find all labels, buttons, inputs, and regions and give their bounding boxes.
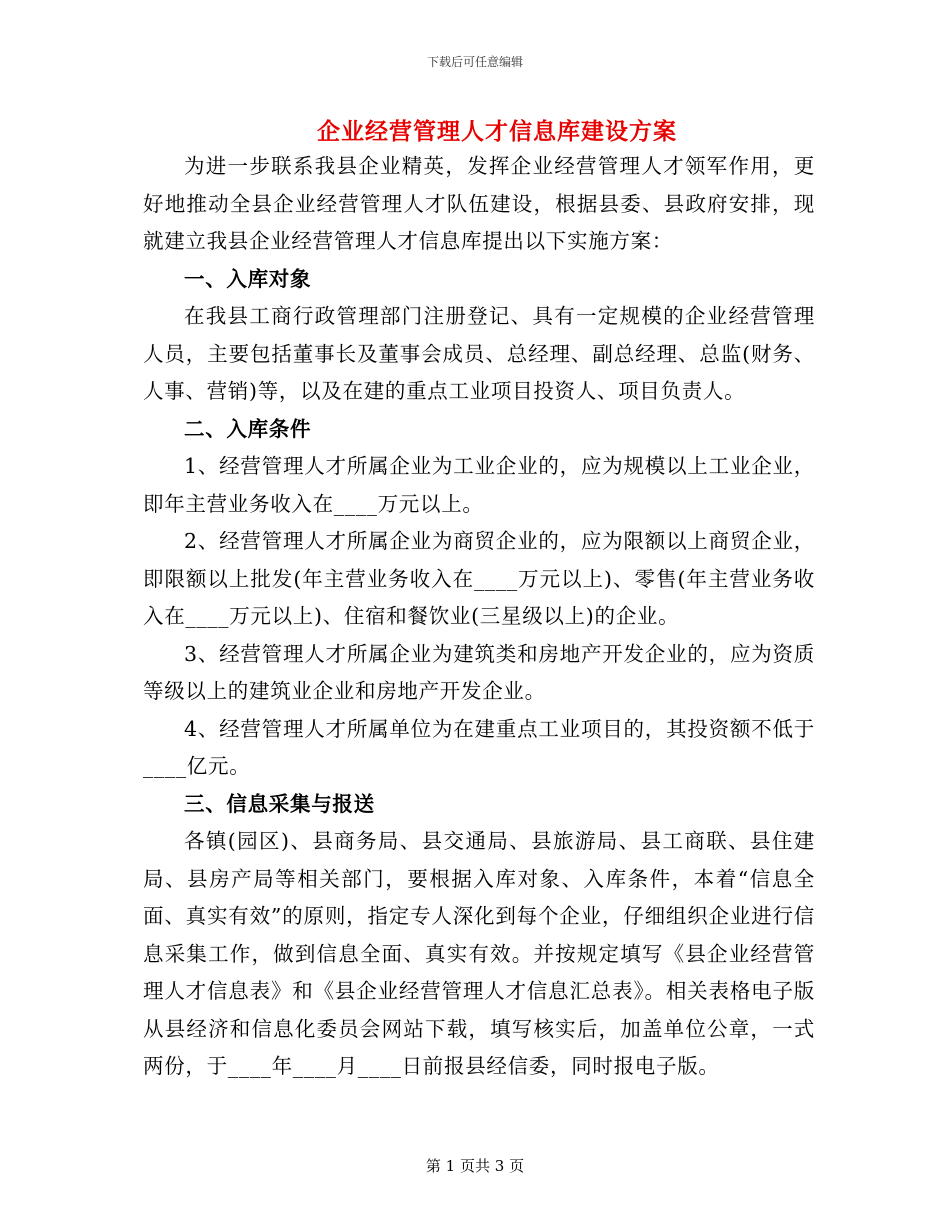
body-paragraph: 1、经营管理人才所属企业为工业企业的，应为规模以上工业企业，即年主营业务收入在____万元以上。 [143, 454, 815, 516]
intro-paragraph: 为进一步联系我县企业精英，发挥企业经营管理人才领军作用，更好地推动全县企业经营管理人才队伍建设，根据县委、县政府安排，现就建立我县企业经营管理人才信息库提出以下实施方案： [143, 154, 815, 253]
document-body [143, 148, 815, 1086]
body-paragraph: 2、经营管理人才所属企业为商贸企业的，应为限额以上商贸企业，即限额以上批发(年主营业务收入在____万元以上)、零售(年主营业务收入在____万元以上)、住宿和餐饮业(三星级以上)的企业。 [143, 529, 815, 628]
header-note: 下载后可任意编辑 [426, 55, 523, 69]
body-paragraph: 4、经营管理人才所属单位为在建重点工业项目的，其投资额不低于____亿元。 [143, 716, 815, 778]
body-paragraph: 3、经营管理人才所属企业为建筑类和房地产开发企业的，应为资质等级以上的建筑业企业和房地产开发企业。 [143, 641, 815, 703]
page-footer: 第 1 页共 3 页 [425, 1157, 525, 1175]
section-heading: 一、入库对象 [184, 266, 312, 291]
section-heading: 二、入库条件 [184, 416, 312, 441]
body-paragraph: 各镇(园区)、县商务局、县交通局、县旅游局、县工商联、县住建局、县房产局等相关部门，要根据入库对象、入库条件，本着“信息全面、真实有效”的原则，指定专人深化到每个企业，仔细组织企业进行信息采集工作，做到信息全面、真实有效。并按规定填写《县企业经营管理人才信息表》和《县企业经营管理人才信息汇总表》。相关表格电子版从县经济和信息化委员会网站下载，填写核实后，加盖单位公章，一式两份，于____年____月____日前报县经信委，同时报电子版。 [143, 829, 815, 1078]
document-title: 企业经营管理人才信息库建设方案 [317, 118, 677, 145]
body-paragraph: 在我县工商行政管理部门注册登记、具有一定规模的企业经营管理人员，主要包括董事长及董事会成员、总经理、副总经理、总监(财务、人事、营销)等，以及在建的重点工业项目投资人、项目负责人。 [143, 304, 815, 403]
section-heading: 三、信息采集与报送 [184, 791, 375, 816]
